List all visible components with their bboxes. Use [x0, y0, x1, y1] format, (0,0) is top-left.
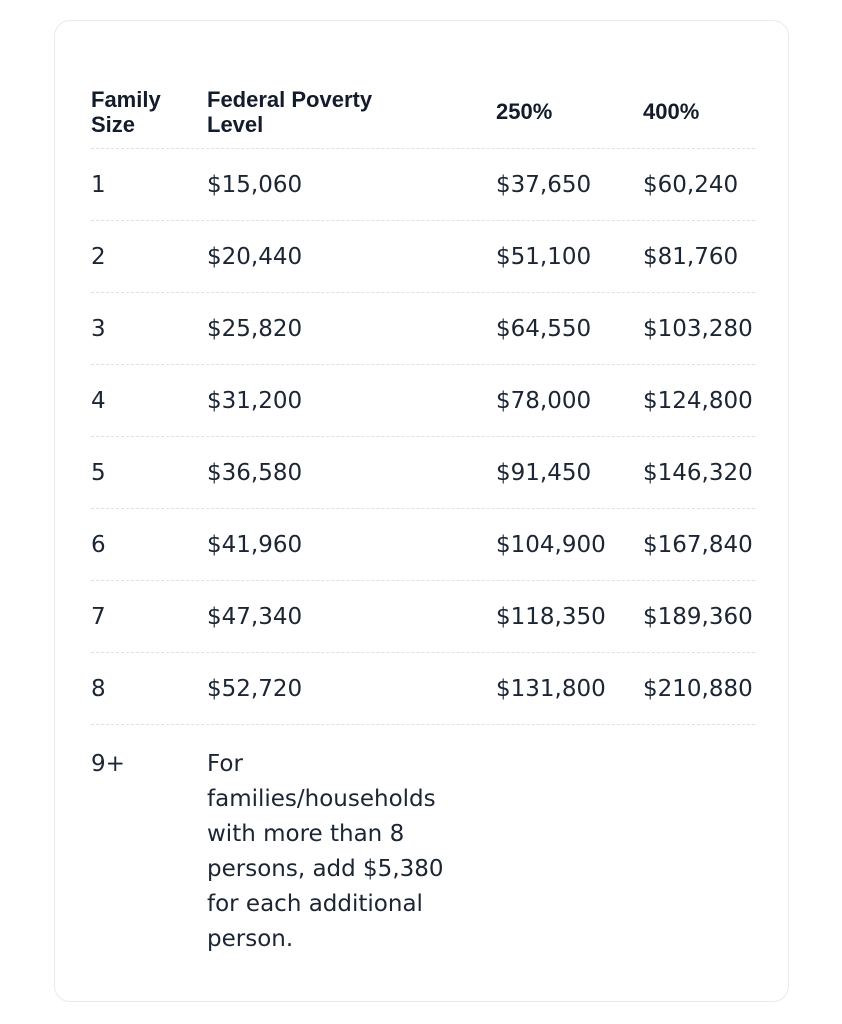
family-size-cell: 2	[91, 243, 106, 270]
table-header-row	[91, 75, 755, 148]
pct250-cell: $64,550	[496, 315, 592, 342]
pct400-cell: $167,840	[643, 531, 753, 558]
pct250-cell: $91,450	[496, 459, 592, 486]
table-row	[91, 292, 755, 364]
table-row	[91, 508, 755, 580]
table-row	[91, 148, 755, 220]
header-federal-poverty-level: Federal Poverty Level	[207, 86, 373, 137]
family-size-cell: 6	[91, 531, 106, 558]
family-size-cell: 3	[91, 315, 106, 342]
pct250-cell: $51,100	[496, 243, 592, 270]
pct250-cell: $118,350	[496, 603, 606, 630]
pct400-cell: $189,360	[643, 603, 753, 630]
family-size-cell: 1	[91, 171, 106, 198]
fpl-cell: $47,340	[207, 603, 303, 630]
fpl-cell: $20,440	[207, 243, 303, 270]
poverty-level-table	[91, 75, 755, 957]
family-size-cell: 4	[91, 387, 106, 414]
header-family-size: Family Size	[91, 86, 161, 137]
family-size-cell: 7	[91, 603, 106, 630]
fpl-cell: $52,720	[207, 675, 303, 702]
pct250-cell: $37,650	[496, 171, 592, 198]
header-400-percent: 400%	[643, 99, 700, 124]
pct400-cell: $124,800	[643, 387, 753, 414]
pct400-cell: $60,240	[643, 171, 739, 198]
family-size-cell: 8	[91, 675, 106, 702]
table-row	[91, 652, 755, 724]
fpl-cell: $15,060	[207, 171, 303, 198]
pct400-cell: $103,280	[643, 315, 753, 342]
table-row	[91, 436, 755, 508]
pct250-cell: $131,800	[496, 675, 606, 702]
pct400-cell: $210,880	[643, 675, 753, 702]
table-row-note	[91, 725, 755, 957]
family-size-cell: 5	[91, 459, 106, 486]
fpl-cell: $36,580	[207, 459, 303, 486]
family-size-cell: 9+	[91, 751, 125, 777]
fpl-cell: $31,200	[207, 387, 303, 414]
fpl-cell: $25,820	[207, 315, 303, 342]
poverty-level-card	[54, 20, 789, 1002]
fpl-cell: $41,960	[207, 531, 303, 558]
header-250-percent: 250%	[496, 99, 553, 124]
table-row	[91, 364, 755, 436]
table-row	[91, 220, 755, 292]
pct400-cell: $81,760	[643, 243, 739, 270]
pct250-cell: $104,900	[496, 531, 606, 558]
pct250-cell: $78,000	[496, 387, 592, 414]
table-row	[91, 580, 755, 652]
additional-person-note: For families/households with more than 8 persons, add $5,380 for each additional person.	[207, 751, 444, 952]
pct400-cell: $146,320	[643, 459, 753, 486]
